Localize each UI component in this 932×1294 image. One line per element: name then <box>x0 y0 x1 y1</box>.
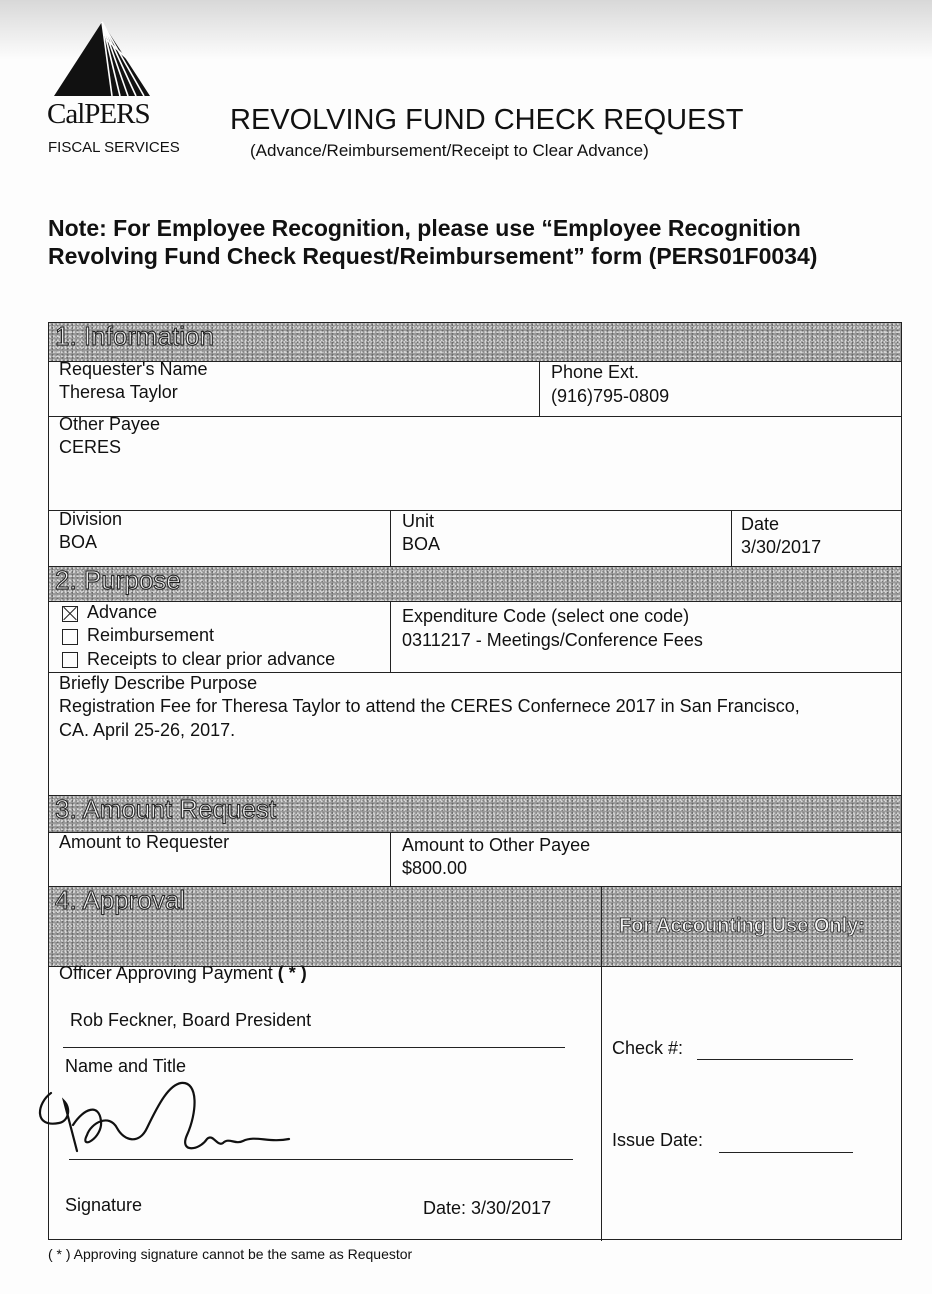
divider <box>539 361 540 416</box>
section-2-title: 2. Purpose <box>55 565 181 595</box>
date-field[interactable]: 3/30/2017 <box>741 537 822 557</box>
form-subtitle: (Advance/Reimbursement/Receipt to Clear Advance) <box>250 141 649 160</box>
section-3-header <box>49 795 901 833</box>
employee-recognition-note <box>48 214 908 270</box>
divider <box>390 833 391 888</box>
divider <box>390 602 391 672</box>
issue-date-field[interactable] <box>719 1152 853 1153</box>
officer-approving-label-text: Officer Approving Payment <box>59 963 273 983</box>
purpose-line-1[interactable]: Registration Fee for Theresa Taylor to attend the CERES Confernece 2017 in San Francisco, <box>59 696 800 716</box>
brand-subtitle: FISCAL SERVICES <box>48 139 180 156</box>
section-1-title: 1. Information <box>55 321 214 351</box>
other-payee-field[interactable]: CERES <box>59 437 122 457</box>
receipts-option-label: Receipts to clear prior advance <box>87 649 336 669</box>
divider <box>390 510 391 566</box>
reimbursement-option-label: Reimbursement <box>87 625 215 645</box>
accounting-use-title: For Accounting Use Only: <box>619 915 865 937</box>
check-number-field[interactable] <box>697 1059 853 1060</box>
divider <box>49 510 901 511</box>
expenditure-code-field[interactable]: 0311217 - Meetings/Conference Fees <box>402 630 703 650</box>
describe-purpose-label: Briefly Describe Purpose <box>59 673 258 693</box>
reimbursement-checkbox[interactable] <box>62 629 78 645</box>
officer-approving-label <box>59 963 307 984</box>
note-line-2: Revolving Fund Check Request/Reimbursement” form (PERS01F0034) <box>48 243 818 269</box>
section-1-header <box>49 322 901 362</box>
check-request-form <box>48 322 902 1240</box>
advance-checkbox[interactable] <box>62 606 78 622</box>
phone-ext-label: Phone Ext. <box>551 362 640 382</box>
expenditure-code-label: Expenditure Code (select one code) <box>402 606 690 626</box>
section-4-title: 4. Approval <box>55 885 186 915</box>
phone-ext-field[interactable]: (916)795-0809 <box>551 386 670 406</box>
footnote: ( * ) Approving signature cannot be the same as Requestor <box>48 1246 413 1262</box>
division-label: Division <box>59 509 123 529</box>
section-4-header <box>49 886 901 967</box>
amount-to-requester-label: Amount to Requester <box>59 832 230 852</box>
amount-to-other-payee-field[interactable]: $800.00 <box>402 858 468 878</box>
signature-underline[interactable] <box>69 1159 573 1160</box>
divider <box>49 416 901 417</box>
check-number-label: Check #: <box>612 1038 684 1058</box>
name-and-title-label: Name and Title <box>65 1056 187 1076</box>
name-title-underline <box>63 1047 565 1048</box>
approval-date: Date: 3/30/2017 <box>423 1198 552 1218</box>
purpose-line-2[interactable]: CA. April 25-26, 2017. <box>59 720 236 740</box>
note-line-1: Note: For Employee Recognition, please use “Employee Recognition <box>48 215 801 241</box>
issue-date-label: Issue Date: <box>612 1130 704 1150</box>
unit-field[interactable]: BOA <box>402 534 441 554</box>
division-field[interactable]: BOA <box>59 532 98 552</box>
requester-name-label: Requester's Name <box>59 359 208 379</box>
section-3-title: 3. Amount Request <box>55 794 277 824</box>
calpers-logo-icon <box>52 20 152 98</box>
brand-name: CalPERS <box>47 98 150 130</box>
unit-label: Unit <box>402 511 435 531</box>
receipts-checkbox[interactable] <box>62 652 78 668</box>
officer-name-field[interactable]: Rob Feckner, Board President <box>70 1010 312 1030</box>
date-label: Date <box>741 514 780 534</box>
required-marker: ( * ) <box>277 963 307 983</box>
other-payee-label: Other Payee <box>59 414 161 434</box>
signature-mark-icon <box>29 1073 329 1173</box>
form-title: REVOLVING FUND CHECK REQUEST <box>230 104 744 136</box>
divider <box>731 510 732 566</box>
advance-option-label: Advance <box>87 602 158 622</box>
divider <box>601 886 602 1241</box>
section-2-header <box>49 566 901 602</box>
requester-name-field[interactable]: Theresa Taylor <box>59 382 178 402</box>
signature-label: Signature <box>65 1195 143 1215</box>
amount-to-other-payee-label: Amount to Other Payee <box>402 835 591 855</box>
